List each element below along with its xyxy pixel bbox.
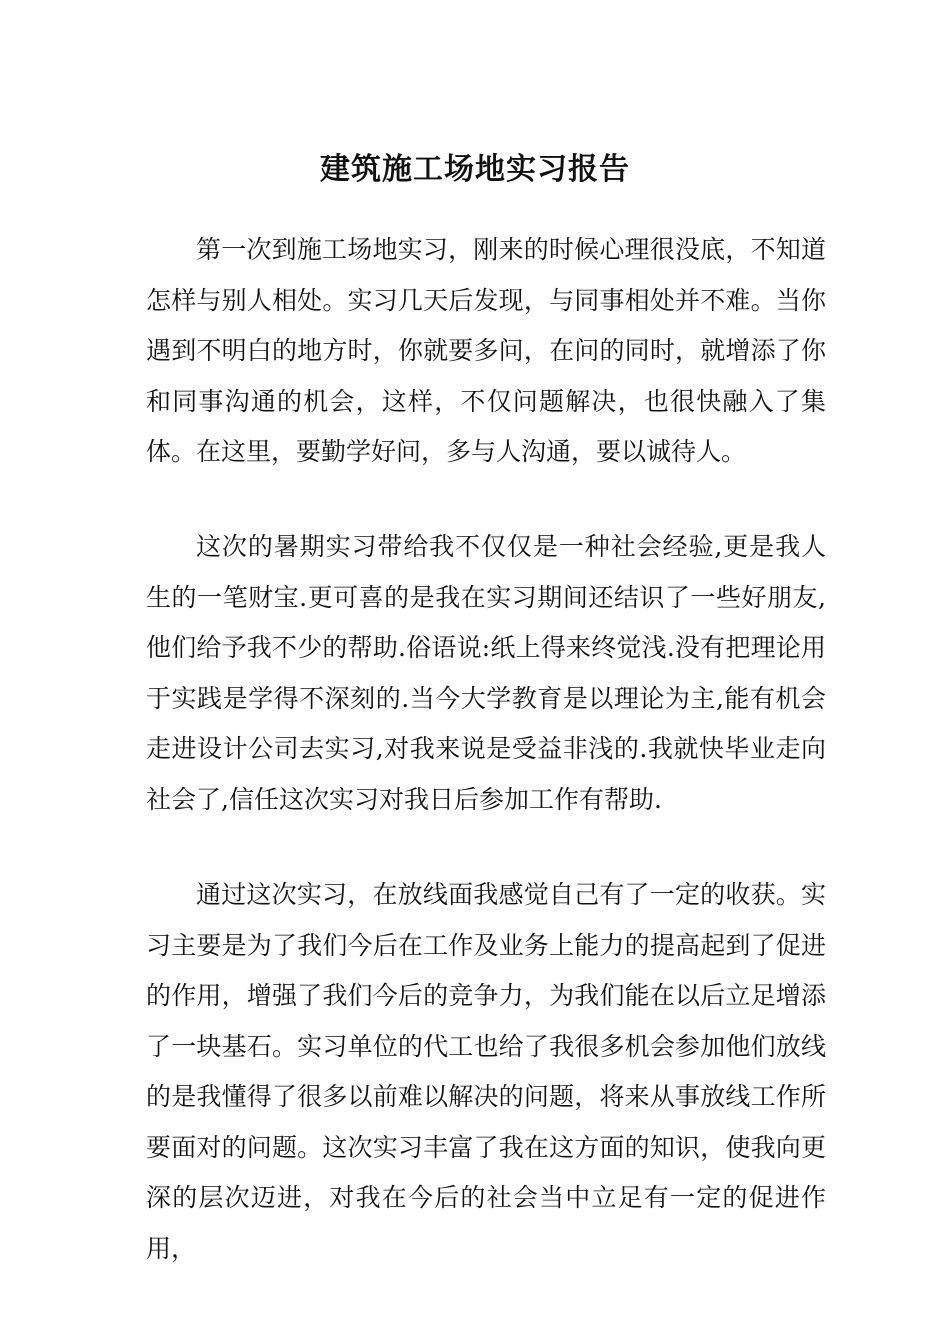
paragraph-3: 通过这次实习，在放线面我感觉自己有了一定的收获。实习主要是为了我们今后在工作及业务上能力的提高起到了促进的作用，增强了我们今后的竞争力，为我们能在以后立足增添了一块基石。实习单位的代工也给了我很多机会参加他们放线的是我懂得了很多以前难以解决的问题，将来从事放线工作所要面对的问题。这次实习丰富了我在这方面的知识，使我向更深的层次迈进，对我在今后的社会当中立足有一定的促进作用， bbox=[146, 880, 826, 1263]
paragraph-1: 第一次到施工场地实习，刚来的时候心理很没底，不知道怎样与别人相处。实习几天后发现，与同事相处并不难。当你遇到不明白的地方时，你就要多问，在问的同时，就增添了你和同事沟通的机会，这样，不仅问题解决，也很快融入了集体。在这里，要勤学好问，多与人沟通，要以诚待人。 bbox=[146, 235, 826, 466]
document-title: 建筑施工场地实习报告 bbox=[320, 152, 630, 188]
paragraph-2: 这次的暑期实习带给我不仅仅是一种社会经验,更是我人生的一笔财宝.更可喜的是我在实习期间还结识了一些好朋友,他们给予我不少的帮助.俗语说:纸上得来终觉浅.没有把理论用于实践是学得不深刻的.当今大学教育是以理论为主,能有机会走进设计公司去实习,对我来说是受益非浅的.我就快毕业走向社会了,信任这次实习对我日后参加工作有帮助. bbox=[146, 532, 826, 814]
